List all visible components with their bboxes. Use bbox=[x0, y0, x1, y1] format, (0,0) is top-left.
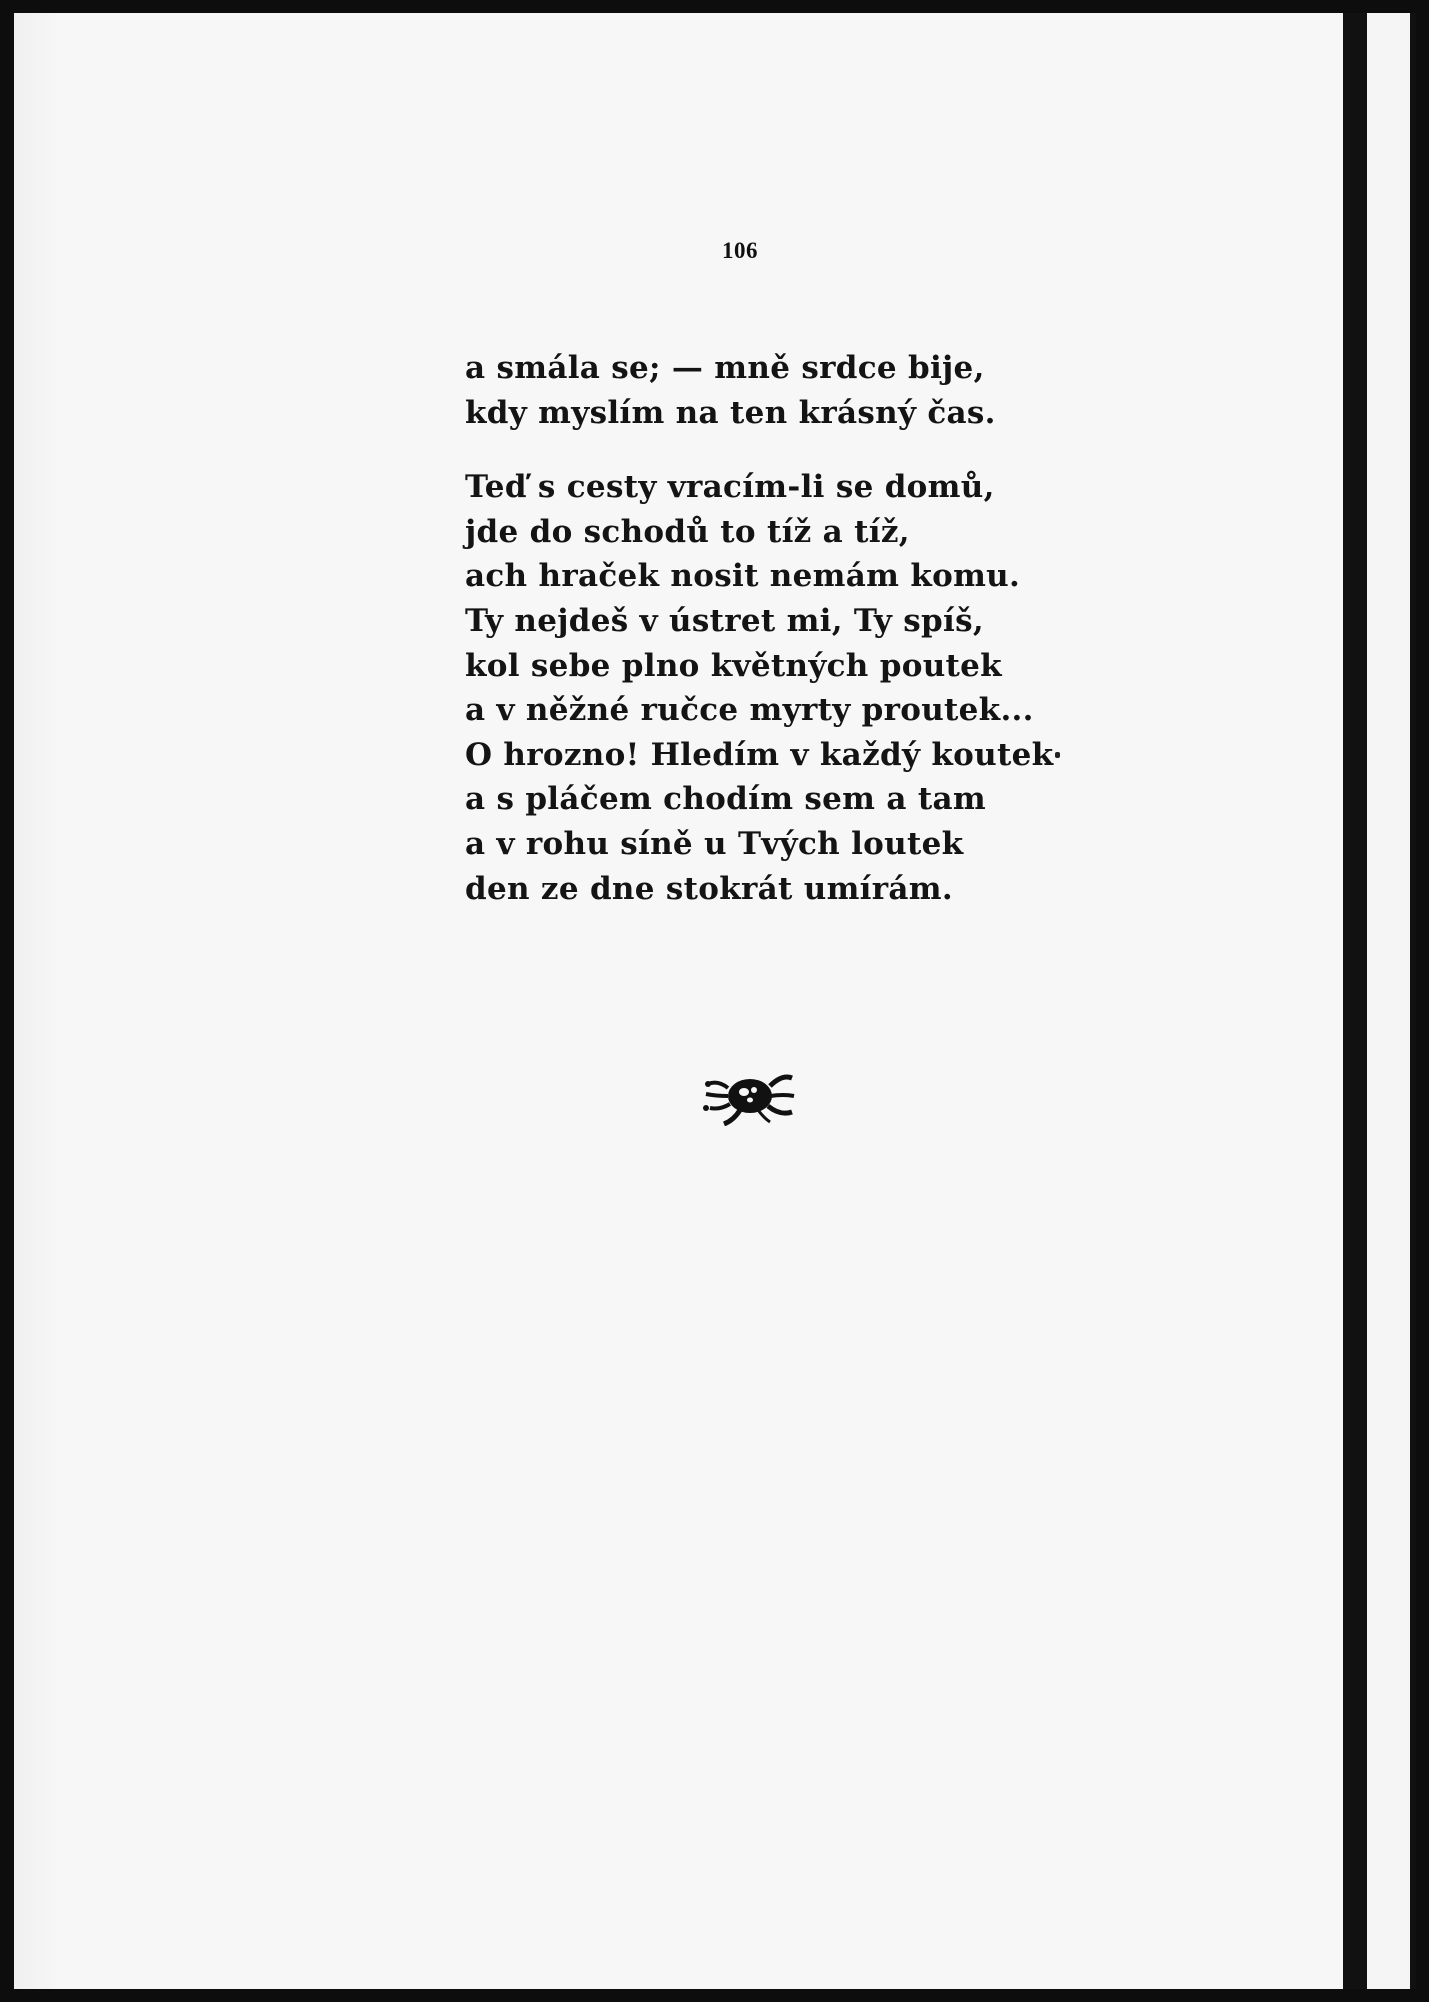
floral-vignette-icon bbox=[700, 1066, 796, 1126]
scan-border-right bbox=[1410, 13, 1416, 1989]
poem-line: Ty nejdeš v ústret mi, Ty spíš, bbox=[465, 602, 984, 639]
poem-line: O hrozno! Hledím v každý koutek bbox=[465, 736, 1054, 773]
poem-line: a v něžné ručce myrty proutek... bbox=[465, 692, 1034, 729]
poem-line: kol sebe plno květných poutek bbox=[465, 647, 1002, 684]
poem-line: den ze dne stokrát umírám. bbox=[465, 870, 953, 907]
poem-line: kdy myslím na ten krásný čas. bbox=[465, 394, 996, 431]
poem-line: a v rohu síně u Tvých loutek bbox=[465, 825, 964, 862]
page-left-margin bbox=[14, 13, 56, 1989]
book-gutter bbox=[1343, 13, 1367, 1989]
stanza-2 bbox=[465, 465, 1085, 911]
poem-line: a smála se; — mně srdce bije, bbox=[465, 350, 985, 386]
poem-body bbox=[465, 346, 1085, 911]
stanza-1 bbox=[465, 346, 1085, 435]
book-page bbox=[14, 13, 1354, 1989]
poem-line: ach hraček nosit nemám komu. bbox=[465, 558, 1021, 595]
adjacent-page-edge bbox=[1367, 13, 1415, 1989]
poem-line: Teď s cesty vracím-li se domů, bbox=[465, 469, 995, 506]
poem-line: jde do schodů to tíž a tíž, bbox=[465, 513, 910, 550]
poem-line: a s pláčem chodím sem a tam bbox=[465, 781, 986, 818]
page-number: 106 bbox=[722, 238, 758, 263]
print-speck bbox=[1055, 752, 1060, 758]
